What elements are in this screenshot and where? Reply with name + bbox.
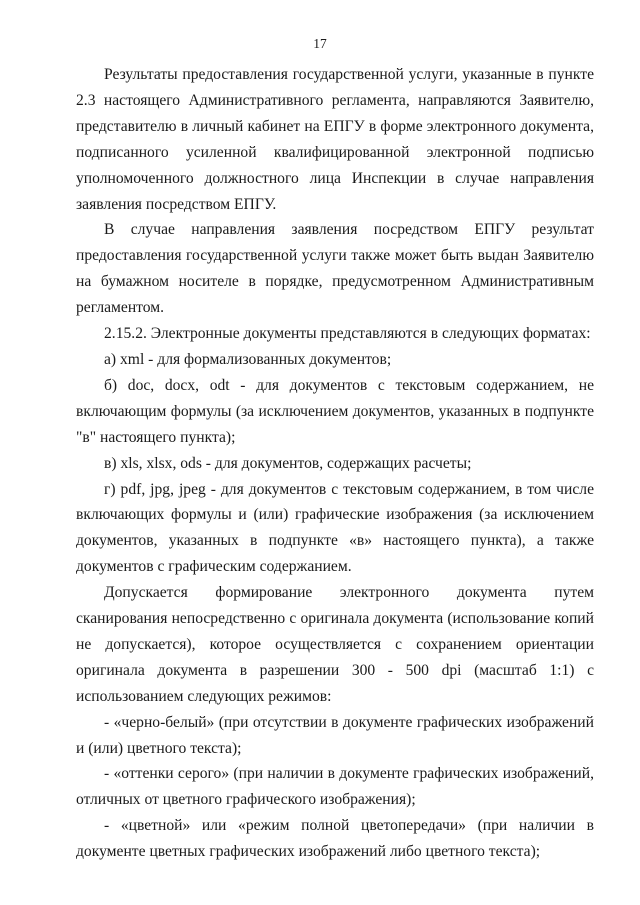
list-item-format-a: а) xml - для формализованных документов; [104, 350, 392, 368]
paragraph-scanning: Допускается формирование электронного документа путем сканирования непосредственно с оригинала документа (использование копий не допускается), которое осуществляется с сохранением ориентации оригинала документа в разрешении 300 - 500 dpi (масштаб 1:1) с использованием следующих режимов: [76, 584, 594, 705]
list-item-mode-color: - «цветной» или «режим полной цветопередачи» (при наличии в документе цветных графических изображений либо цветного текста); [76, 817, 594, 861]
page-number: 17 [313, 36, 327, 51]
paragraph-formats-intro: 2.15.2. Электронные документы представляются в следующих форматах: [104, 325, 591, 343]
list-item-format-b: б) doc, docx, odt - для документов с текстовым содержанием, не включающим формулы (за исключением документов, указанных в подпункте "в" настоящего пункта); [76, 376, 594, 446]
paragraph-paper-copy: В случае направления заявления посредством ЕПГУ результат предоставления государственной услуги также может быть выдан Заявителю на бумажном носителе в порядке, предусмотренном Административным регламентом. [76, 221, 594, 317]
document-body [76, 62, 594, 865]
paragraph-results-delivery: Результаты предоставления государственной услуги, указанные в пункте 2.3 настоящего Административного регламента, направляются Заявителю, представителю в личный кабинет на ЕПГУ в форме электронного документа, подписанного усиленной квалифицированной электронной подписью уполномоченного должностного лица Инспекции в случае направления заявления посредством ЕПГУ. [76, 66, 594, 213]
list-item-format-g: г) pdf, jpg, jpeg - для документов с текстовым содержанием, в том числе включающих формулы и (или) графические изображения (за исключением документов, указанных в подпункте «в» настоящего пункта), а также документов с графическим содержанием. [76, 480, 594, 576]
list-item-mode-bw: - «черно-белый» (при отсутствии в документе графических изображений и (или) цветного текста); [76, 713, 594, 757]
list-item-format-v: в) xls, xlsx, ods - для документов, содержащих расчеты; [104, 454, 472, 472]
list-item-mode-grayscale: - «оттенки серого» (при наличии в документе графических изображений, отличных от цветного графического изображения); [76, 765, 594, 809]
